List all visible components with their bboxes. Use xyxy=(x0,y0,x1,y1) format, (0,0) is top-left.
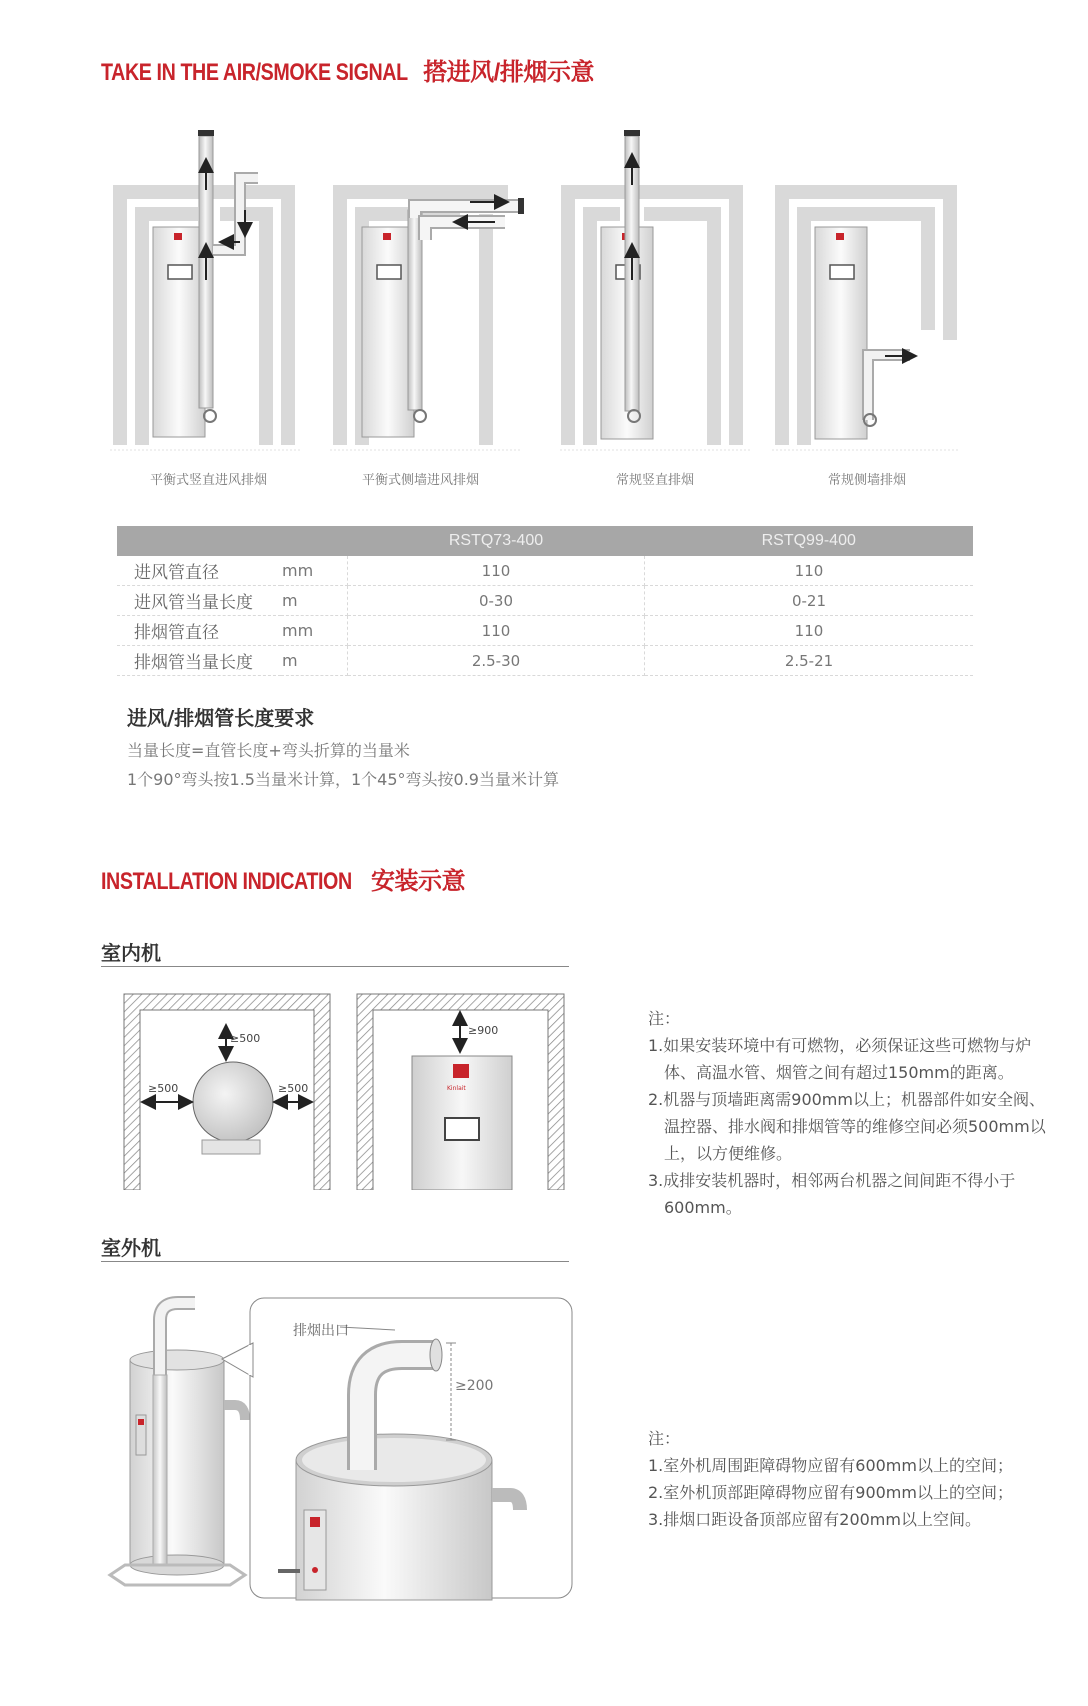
outdoor-detail-callout xyxy=(222,1298,572,1600)
section-title-installation xyxy=(101,861,465,896)
table-row xyxy=(117,646,973,676)
caption-balanced-side-wall: 平衡式侧墙进风排烟 xyxy=(362,473,480,488)
row-value-model-1: 2.5-30 xyxy=(348,646,645,676)
dim-left-label: ≥500 xyxy=(148,1082,179,1095)
diagram-balanced-side-wall xyxy=(330,192,524,450)
row-unit: mm xyxy=(281,556,348,586)
diagram-conventional-side-wall xyxy=(772,192,960,450)
caption-conventional-side-wall: 常规侧墙排烟 xyxy=(828,473,907,488)
model-header-2: RSTQ99-400 xyxy=(645,526,974,556)
indoor-title: 室内机 xyxy=(101,941,161,965)
caption-conventional-vertical: 常规竖直排烟 xyxy=(616,473,695,488)
diagram-conventional-vertical xyxy=(560,130,750,450)
table-row xyxy=(117,556,973,586)
outdoor-note-2: 2.室外机顶部距障碍物应留有900mm以上的空间； xyxy=(648,1483,1013,1502)
flue-outlet-label: 排烟出口 xyxy=(293,1323,349,1339)
outdoor-notes-label: 注： xyxy=(648,1429,681,1448)
indoor-note-3: 3.成排安装机器时，相邻两台机器之间间距不得小于600mm。 xyxy=(648,1171,1016,1217)
spec-table xyxy=(117,526,973,676)
indoor-clearance-diagrams xyxy=(120,990,570,1190)
vent-diagrams xyxy=(110,130,990,460)
indoor-note-1: 1.如果安装环境中有可燃物，必须保证这些可燃物与炉体、高温水管、烟管之间有超过150mm的距离。 xyxy=(648,1036,1032,1082)
row-value-model-2: 110 xyxy=(645,556,974,586)
model-header-1: RSTQ73-400 xyxy=(348,526,645,556)
spec-table-header xyxy=(117,526,973,556)
row-unit: m xyxy=(281,586,348,616)
pipe-requirements-title: 进风/排烟管长度要求 xyxy=(127,706,315,730)
indoor-note-2: 2.机器与顶墙距离需900mm以上；机器部件如安全阀、温控器、排水阀和排烟管等的维修空间必须500mm以上，以方便维修。 xyxy=(648,1090,1046,1163)
row-label: 排烟管直径 xyxy=(117,616,281,646)
dim-side-top-label: ≥900 xyxy=(468,1024,499,1037)
table-row xyxy=(117,586,973,616)
caption-balanced-vertical: 平衡式竖直进风排烟 xyxy=(150,473,268,488)
diagram-balanced-vertical xyxy=(110,130,300,450)
outdoor-notes xyxy=(648,1425,1048,1533)
outdoor-note-1: 1.室外机周围距障碍物应留有600mm以上的空间； xyxy=(648,1456,1013,1475)
row-value-model-1: 110 xyxy=(348,616,645,646)
outdoor-heater-small xyxy=(110,1303,245,1585)
flue-clearance-label: ≥200 xyxy=(455,1378,494,1394)
outdoor-title-rule xyxy=(101,1261,569,1262)
logo-text: Kinlait xyxy=(447,1085,466,1092)
pipe-requirements-line-2: 1个90°弯头按1.5当量米计算，1个45°弯头按0.9当量米计算 xyxy=(127,770,559,789)
row-label: 进风管直径 xyxy=(117,556,281,586)
section-title-air-smoke xyxy=(101,52,594,87)
indoor-title-rule xyxy=(101,966,569,967)
indoor-top-view xyxy=(124,994,330,1190)
section-title-en: INSTALLATION INDICATION xyxy=(101,868,352,895)
outdoor-note-3: 3.排烟口距设备顶部应留有200mm以上空间。 xyxy=(648,1510,981,1529)
row-value-model-2: 110 xyxy=(645,616,974,646)
section-title-cn: 安装示意 xyxy=(370,868,465,895)
outdoor-illustration xyxy=(100,1295,580,1605)
section-title-en: TAKE IN THE AIR/SMOKE SIGNAL xyxy=(101,59,408,86)
dim-right-label: ≥500 xyxy=(278,1082,309,1095)
table-row xyxy=(117,616,973,646)
outdoor-title: 室外机 xyxy=(101,1236,161,1260)
row-value-model-1: 110 xyxy=(348,556,645,586)
dim-top-label: ≥500 xyxy=(230,1032,261,1045)
indoor-notes xyxy=(648,1005,1048,1221)
row-label: 进风管当量长度 xyxy=(117,586,281,616)
row-value-model-1: 0-30 xyxy=(348,586,645,616)
section-title-cn: 搭进风/排烟示意 xyxy=(423,59,594,86)
row-label: 排烟管当量长度 xyxy=(117,646,281,676)
row-value-model-2: 0-21 xyxy=(645,586,974,616)
pipe-requirements-line-1: 当量长度=直管长度+弯头折算的当量米 xyxy=(127,741,410,760)
row-unit: m xyxy=(281,646,348,676)
indoor-side-view xyxy=(357,994,564,1190)
indoor-notes-label: 注： xyxy=(648,1009,681,1028)
row-unit: mm xyxy=(281,616,348,646)
row-value-model-2: 2.5-21 xyxy=(645,646,974,676)
